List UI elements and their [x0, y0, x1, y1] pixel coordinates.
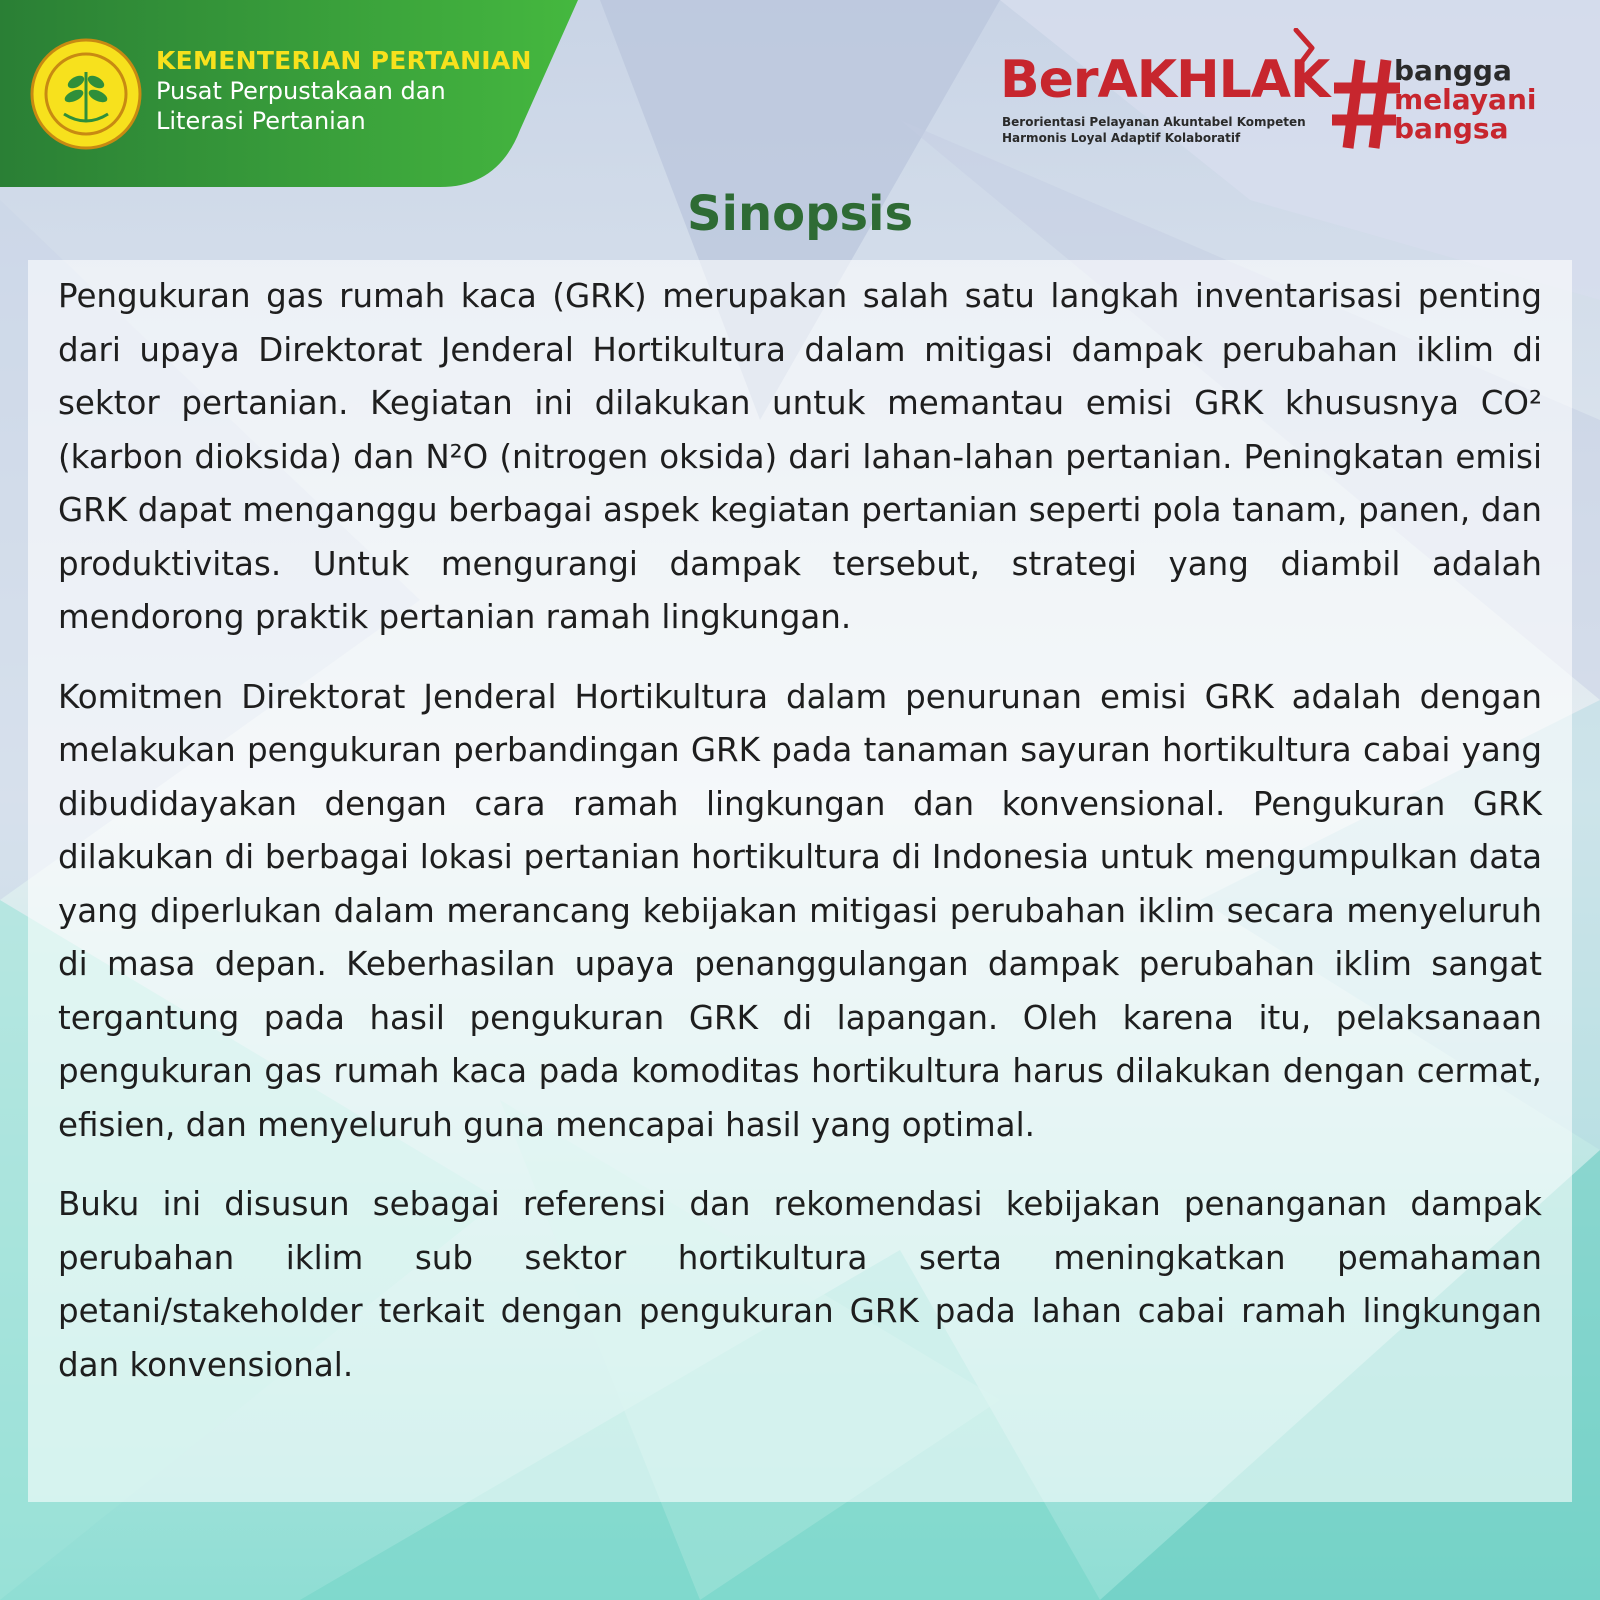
- berakhlak-tagline-line1: Berorientasi Pelayanan Akuntabel Kompeten: [1002, 115, 1306, 129]
- berakhlak-title: BerAKHLAK: [1000, 50, 1330, 110]
- paragraph-1: Pengukuran gas rumah kaca (GRK) merupakan salah satu langkah inventarisasi penting dari upaya Direktorat Jenderal Hortikultura dalam mitigasi dampak perubahan iklim di sektor pertanian. Kegiatan ini dilakukan untuk memantau emisi GRK khususnya CO² (karbon dioksida) dan N²O (nitrogen oksida) dari lahan-lahan pertanian. Peningkatan emisi GRK dapat menganggu berbagai aspek kegiatan pertanian seperti pola tanam, panen, dan produktivitas. Untuk mengurangi dampak tersebut, strategi yang diambil adalah mendorong praktik pertanian ramah lingkungan.: [58, 277, 1542, 636]
- ministry-block: [156, 46, 576, 136]
- unit-name-line2: Literasi Pertanian: [156, 107, 366, 135]
- paragraph-2: Komitmen Direktorat Jenderal Hortikultura dalam penurunan emisi GRK adalah dengan melakukan pengukuran perbandingan GRK pada tanaman sayuran hortikultura cabai yang dibudidayakan dengan cara ramah lingkungan dan konvensional. Pengukuran GRK dilakukan di berbagai lokasi pertanian hortikultura di Indonesia untuk mengumpulkan data yang diperlukan dalam merancang kebijakan mitigasi perubahan iklim secara menyeluruh di masa depan. Keberhasilan upaya penanggulangan dampak perubahan iklim sangat tergantung pada hasil pengukuran GRK di lapangan. Oleh karena itu, pelaksanaan pengukuran gas rumah kaca pada komoditas hortikultura harus dilakukan dengan cermat, efisien, dan menyeluruh guna mencapai hasil yang optimal.: [58, 677, 1542, 1144]
- synopsis-body: [58, 270, 1542, 1418]
- slogan-word-3: bangsa: [1394, 112, 1509, 145]
- paragraph-3: Buku ini disusun sebagai referensi dan rekomendasi kebijakan penanganan dampak perubahan iklim sub sektor hortikultura serta meningkatkan pemahaman petani/stakeholder terkait dengan pengukuran GRK pada lahan cabai ramah lingkungan dan konvensional.: [58, 1185, 1542, 1384]
- ministry-logo-icon: [30, 38, 142, 150]
- page-title: Sinopsis: [686, 186, 914, 242]
- berakhlak-tagline: [1002, 114, 1306, 146]
- chevron-right-icon: [1290, 28, 1330, 68]
- hashtag-icon: [1330, 56, 1402, 152]
- ministry-name: KEMENTERIAN PERTANIAN: [156, 46, 532, 75]
- unit-name-line1: Pusat Perpustakaan dan: [156, 77, 446, 105]
- slogan-word-1: bangga: [1394, 54, 1512, 87]
- slogan-word-2: melayani: [1394, 83, 1537, 116]
- hashtag-slogan: [1394, 56, 1536, 143]
- berakhlak-tagline-line2: Harmonis Loyal Adaptif Kolaboratif: [1002, 131, 1241, 145]
- berakhlak-logo: [1000, 28, 1330, 158]
